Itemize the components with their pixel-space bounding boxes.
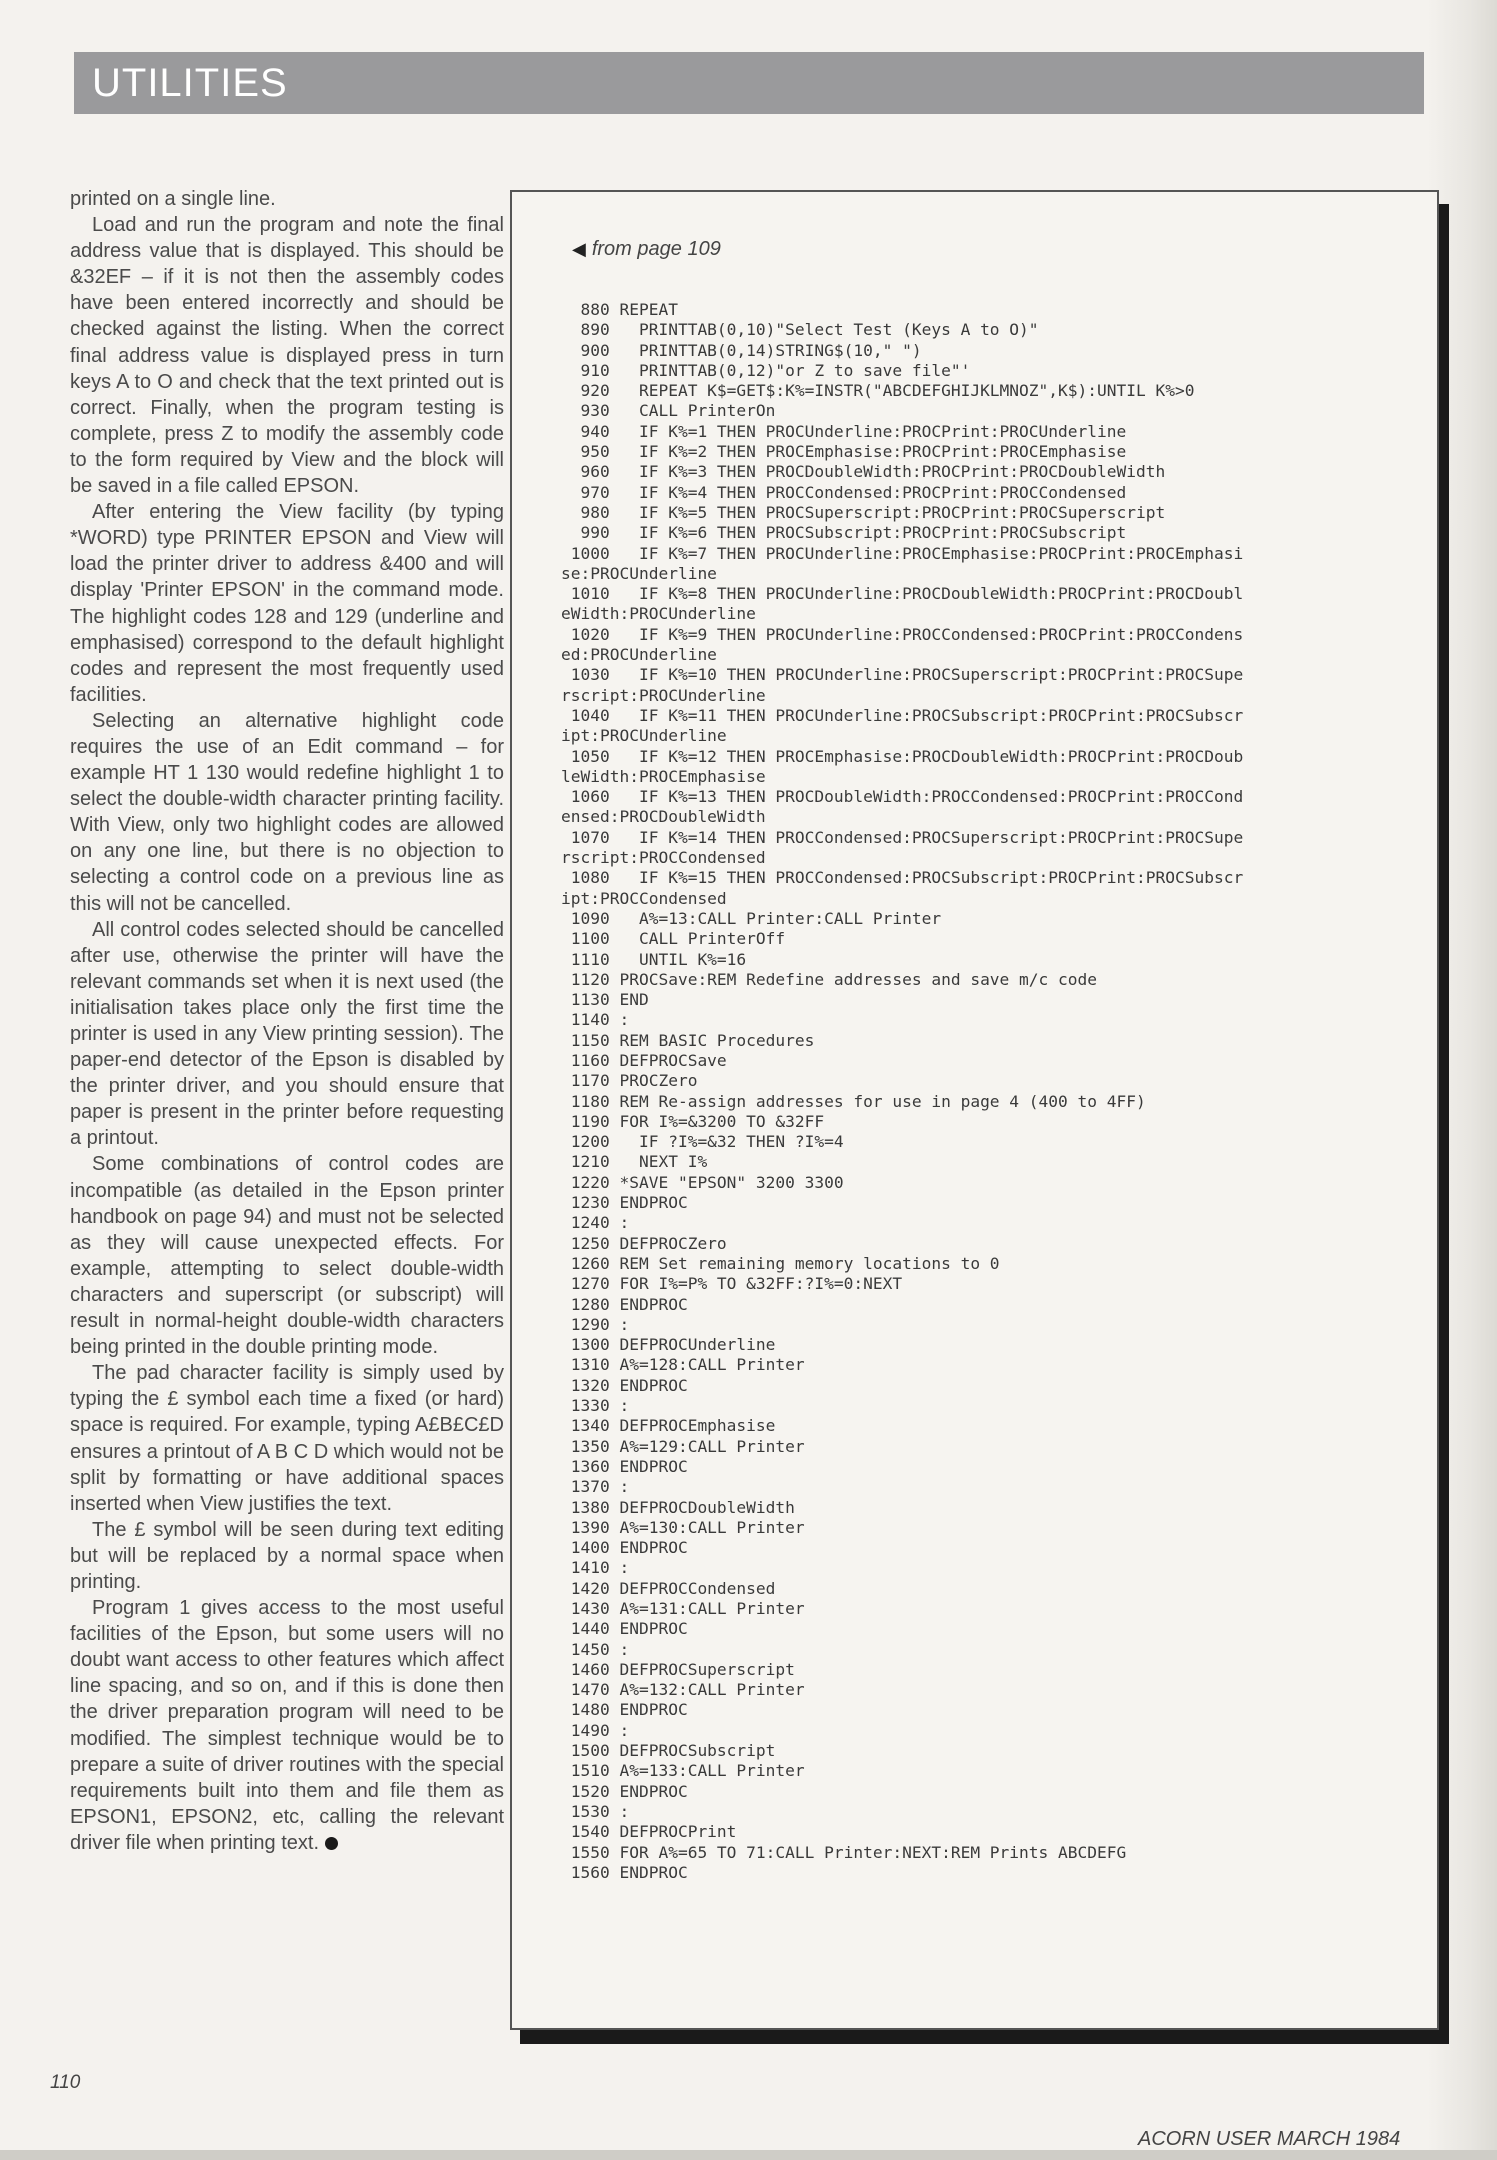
code-line: 980 IF K%=5 THEN PROCSuperscript:PROCPrint:PROCSuperscript xyxy=(561,502,1166,522)
code-line: ensed:PROCDoubleWidth xyxy=(561,807,766,827)
code-line: 1480 ENDPROC xyxy=(561,1700,688,1720)
code-line: ipt:PROCCondensed xyxy=(561,888,727,908)
code-line: 1270 FOR I%=P% TO &32FF:?I%=0:NEXT xyxy=(561,1274,903,1294)
paragraph-text: printed on a single line. xyxy=(70,188,276,210)
code-line: 1000 IF K%=7 THEN PROCUnderline:PROCEmphasise:PROCPrint:PROCEmphasi xyxy=(561,543,1244,563)
code-line: 1250 DEFPROCZero xyxy=(561,1233,727,1253)
code-line: 1450 : xyxy=(561,1639,630,1659)
code-line: 1300 DEFPROCUnderline xyxy=(561,1335,776,1355)
code-line: 1070 IF K%=14 THEN PROCCondensed:PROCSuperscript:PROCPrint:PROCSupe xyxy=(561,827,1244,847)
code-line: 1560 ENDPROC xyxy=(561,1862,688,1882)
code-line: 1340 DEFPROCEmphasise xyxy=(561,1416,776,1436)
code-line: 1150 REM BASIC Procedures xyxy=(561,1030,815,1050)
code-line: 1460 DEFPROCSuperscript xyxy=(561,1659,795,1679)
code-line: 1310 A%=128:CALL Printer xyxy=(561,1355,805,1375)
paragraph-text: After entering the View facility (by typing *WORD) type PRINTER EPSON and View will load the printer driver to address &400 and will display 'Printer EPSON' in the command mode. The highlight codes 128 and 129 (underline and emphasised) correspond to the default highlight codes and represent the most frequently used facilities. xyxy=(70,501,504,706)
article-paragraph xyxy=(70,1517,504,1595)
code-line: 1020 IF K%=9 THEN PROCUnderline:PROCCondensed:PROCPrint:PROCCondens xyxy=(561,624,1244,644)
code-line: 1470 A%=132:CALL Printer xyxy=(561,1680,805,1700)
code-line: 1130 END xyxy=(561,990,649,1010)
page-number: 110 xyxy=(50,2072,81,2093)
code-line: 970 IF K%=4 THEN PROCCondensed:PROCPrint:PROCCondensed xyxy=(561,482,1127,502)
code-line: 1430 A%=131:CALL Printer xyxy=(561,1599,805,1618)
paragraph-text: Load and run the program and note the final address value that is displayed. This should be &32EF – if it is not then the assembly codes have been entered incorrectly and should be checked against the listing. When the correct final address value is displayed press in turn keys A to O and check that the text printed out is correct. Finally, when the program testing is complete, press Z to modify the assembly code to the form required by View and the block will be saved in a file called EPSON. xyxy=(70,214,504,498)
paragraph-text: Selecting an alternative highlight code requires the use of an Edit command – for example HT 1 130 would redefine highlight 1 to select the double-width character printing facility. With View, only two highlight codes are allowed on any one line, but there is no objection to selecting a control code on a previous line as this will not be cancelled. xyxy=(70,709,504,915)
code-line: 880 REPEAT xyxy=(561,300,678,319)
code-line: 1240 : xyxy=(561,1213,630,1233)
code-line: 1140 : xyxy=(561,1010,630,1030)
code-line: 1230 ENDPROC xyxy=(561,1193,688,1213)
code-line: 1220 *SAVE "EPSON" 3200 3300 xyxy=(561,1172,844,1192)
article-paragraph xyxy=(70,212,504,499)
code-line: 1490 : xyxy=(561,1720,630,1740)
code-line: 1180 REM Re-assign addresses for use in page 4 (400 to 4FF) xyxy=(561,1091,1146,1111)
code-line: 1330 : xyxy=(561,1396,630,1416)
code-line: 1290 : xyxy=(561,1314,630,1334)
code-line: leWidth:PROCEmphasise xyxy=(561,766,766,786)
continuation-text: from page 109 xyxy=(591,238,721,260)
code-line: 990 IF K%=6 THEN PROCSubscript:PROCPrint:PROCSubscript xyxy=(561,523,1127,543)
code-line: 1200 IF ?I%=&32 THEN ?I%=4 xyxy=(561,1132,844,1152)
magazine-footer: ACORN USER MARCH 1984 xyxy=(1138,2128,1401,2150)
code-line: 1160 DEFPROCSave xyxy=(561,1050,727,1070)
code-line: 1520 ENDPROC xyxy=(561,1781,688,1801)
code-line: 1410 : xyxy=(561,1558,630,1578)
code-line: ed:PROCUnderline xyxy=(561,645,717,665)
paragraph-text: All control codes selected should be cancelled after use, otherwise the printer will have the relevant commands set when it is next used (the initialisation takes place only the first time the printer is used in any View printing session). The paper-end detector of the Epson is disabled by the printer driver, and you should ensure that paper is present in the printer before requesting a printout. xyxy=(70,918,504,1150)
code-line: 1420 DEFPROCCondensed xyxy=(561,1578,776,1598)
article-paragraph xyxy=(70,708,504,917)
code-line: 1260 REM Set remaining memory locations to 0 xyxy=(561,1253,1000,1273)
code-line: 1030 IF K%=10 THEN PROCUnderline:PROCSuperscript:PROCPrint:PROCSupe xyxy=(561,665,1244,685)
code-line: 930 CALL PrinterOn xyxy=(561,401,776,421)
code-line: rscript:PROCUnderline xyxy=(561,685,766,705)
left-arrow-icon: ◀ xyxy=(572,239,586,259)
code-line: 1090 A%=13:CALL Printer:CALL Printer xyxy=(561,908,942,928)
end-mark-icon xyxy=(325,1837,338,1850)
code-line: 960 IF K%=3 THEN PROCDoubleWidth:PROCPrint:PROCDoubleWidth xyxy=(561,462,1166,482)
article-paragraph xyxy=(70,1151,504,1360)
code-line: 940 IF K%=1 THEN PROCUnderline:PROCPrint:PROCUnderline xyxy=(561,421,1127,441)
article-paragraph xyxy=(70,1360,504,1517)
code-line: 890 PRINTTAB(0,10)"Select Test (Keys A to O)" xyxy=(561,320,1039,340)
code-line: 1100 CALL PrinterOff xyxy=(561,929,786,949)
code-line: 1400 ENDPROC xyxy=(561,1538,688,1558)
code-line: 1550 FOR A%=65 TO 71:CALL Printer:NEXT:REM Prints ABCDEFG xyxy=(561,1842,1127,1862)
page-bottom-edge xyxy=(0,2150,1497,2160)
article-paragraph xyxy=(70,186,504,212)
code-line: 920 REPEAT K$=GET$:K%=INSTR("ABCDEFGHIJKLMNOZ",K$):UNTIL K%>0 xyxy=(561,381,1195,401)
code-line: 1510 A%=133:CALL Printer xyxy=(561,1761,805,1781)
code-line: 1120 PROCSave:REM Redefine addresses and save m/c code xyxy=(561,969,1098,989)
code-line: 1010 IF K%=8 THEN PROCUnderline:PROCDoubleWidth:PROCPrint:PROCDoubl xyxy=(561,584,1244,604)
code-line: 1280 ENDPROC xyxy=(561,1294,688,1314)
code-line: rscript:PROCCondensed xyxy=(561,848,766,868)
code-line: 910 PRINTTAB(0,12)"or Z to save file"' xyxy=(561,360,971,380)
code-line: 1350 A%=129:CALL Printer xyxy=(561,1436,805,1456)
code-line: 1320 ENDPROC xyxy=(561,1375,688,1395)
code-line: 950 IF K%=2 THEN PROCEmphasise:PROCPrint:PROCEmphasise xyxy=(561,442,1127,462)
paragraph-text: The pad character facility is simply used by typing the £ symbol each time a fixed (or hard) space is required. For example, typing A£B£C£D ensures a printout of A B C D which would not be split by formatting or have additional spaces inserted when View justifies the text. xyxy=(70,1362,504,1515)
code-line: 1080 IF K%=15 THEN PROCCondensed:PROCSubscript:PROCPrint:PROCSubscr xyxy=(561,868,1244,888)
code-line: 1050 IF K%=12 THEN PROCEmphasise:PROCDoubleWidth:PROCPrint:PROCDoub xyxy=(561,746,1244,766)
article-text-column xyxy=(70,186,504,1856)
code-line: 1380 DEFPROCDoubleWidth xyxy=(561,1497,795,1517)
code-line: 1360 ENDPROC xyxy=(561,1456,688,1476)
paragraph-text: Program 1 gives access to the most useful facilities of the Epson, but some users will no doubt want access to other features which affect line spacing, and so on, and if this is done then the driver preparation program will need to be modified. The simplest technique would be to prepare a suite of driver routines with the special requirements built into them and file them as EPSON1, EPSON2, etc, calling the relevant driver file when printing text. xyxy=(70,1597,504,1854)
article-paragraph xyxy=(70,917,504,1152)
code-line: 1440 ENDPROC xyxy=(561,1619,688,1639)
code-line: 900 PRINTTAB(0,14)STRING$(10," ") xyxy=(561,340,922,360)
continuation-note xyxy=(572,238,721,261)
code-line: eWidth:PROCUnderline xyxy=(561,604,756,624)
code-line: 1370 : xyxy=(561,1477,630,1497)
code-line: 1060 IF K%=13 THEN PROCDoubleWidth:PROCCondensed:PROCPrint:PROCCond xyxy=(561,787,1244,807)
paragraph-text: Some combinations of control codes are incompatible (as detailed in the Epson printer handbook on page 94) and must not be selected as they will cause unexpected effects. For example, attempting to select double-width characters and superscript (or subscript) will result in normal-height double-width characters being printed in the double printing mode. xyxy=(70,1153,504,1359)
basic-code-listing xyxy=(561,300,1423,1883)
code-line: 1170 PROCZero xyxy=(561,1071,698,1091)
section-title: UTILITIES xyxy=(92,61,288,105)
code-line: 1210 NEXT I% xyxy=(561,1152,708,1172)
code-line: 1390 A%=130:CALL Printer xyxy=(561,1517,805,1537)
code-line: 1500 DEFPROCSubscript xyxy=(561,1741,776,1761)
code-line: 1190 FOR I%=&3200 TO &32FF xyxy=(561,1111,825,1131)
article-paragraph xyxy=(70,499,504,708)
code-line: se:PROCUnderline xyxy=(561,563,717,583)
paragraph-text: The £ symbol will be seen during text editing but will be replaced by a normal space when printing. xyxy=(70,1518,504,1593)
code-line: 1040 IF K%=11 THEN PROCUnderline:PROCSubscript:PROCPrint:PROCSubscr xyxy=(561,705,1244,725)
code-line: ipt:PROCUnderline xyxy=(561,726,727,746)
article-paragraph xyxy=(70,1595,504,1856)
code-line: 1540 DEFPROCPrint xyxy=(561,1822,737,1842)
code-line: 1110 UNTIL K%=16 xyxy=(561,949,747,969)
code-line: 1530 : xyxy=(561,1801,630,1821)
